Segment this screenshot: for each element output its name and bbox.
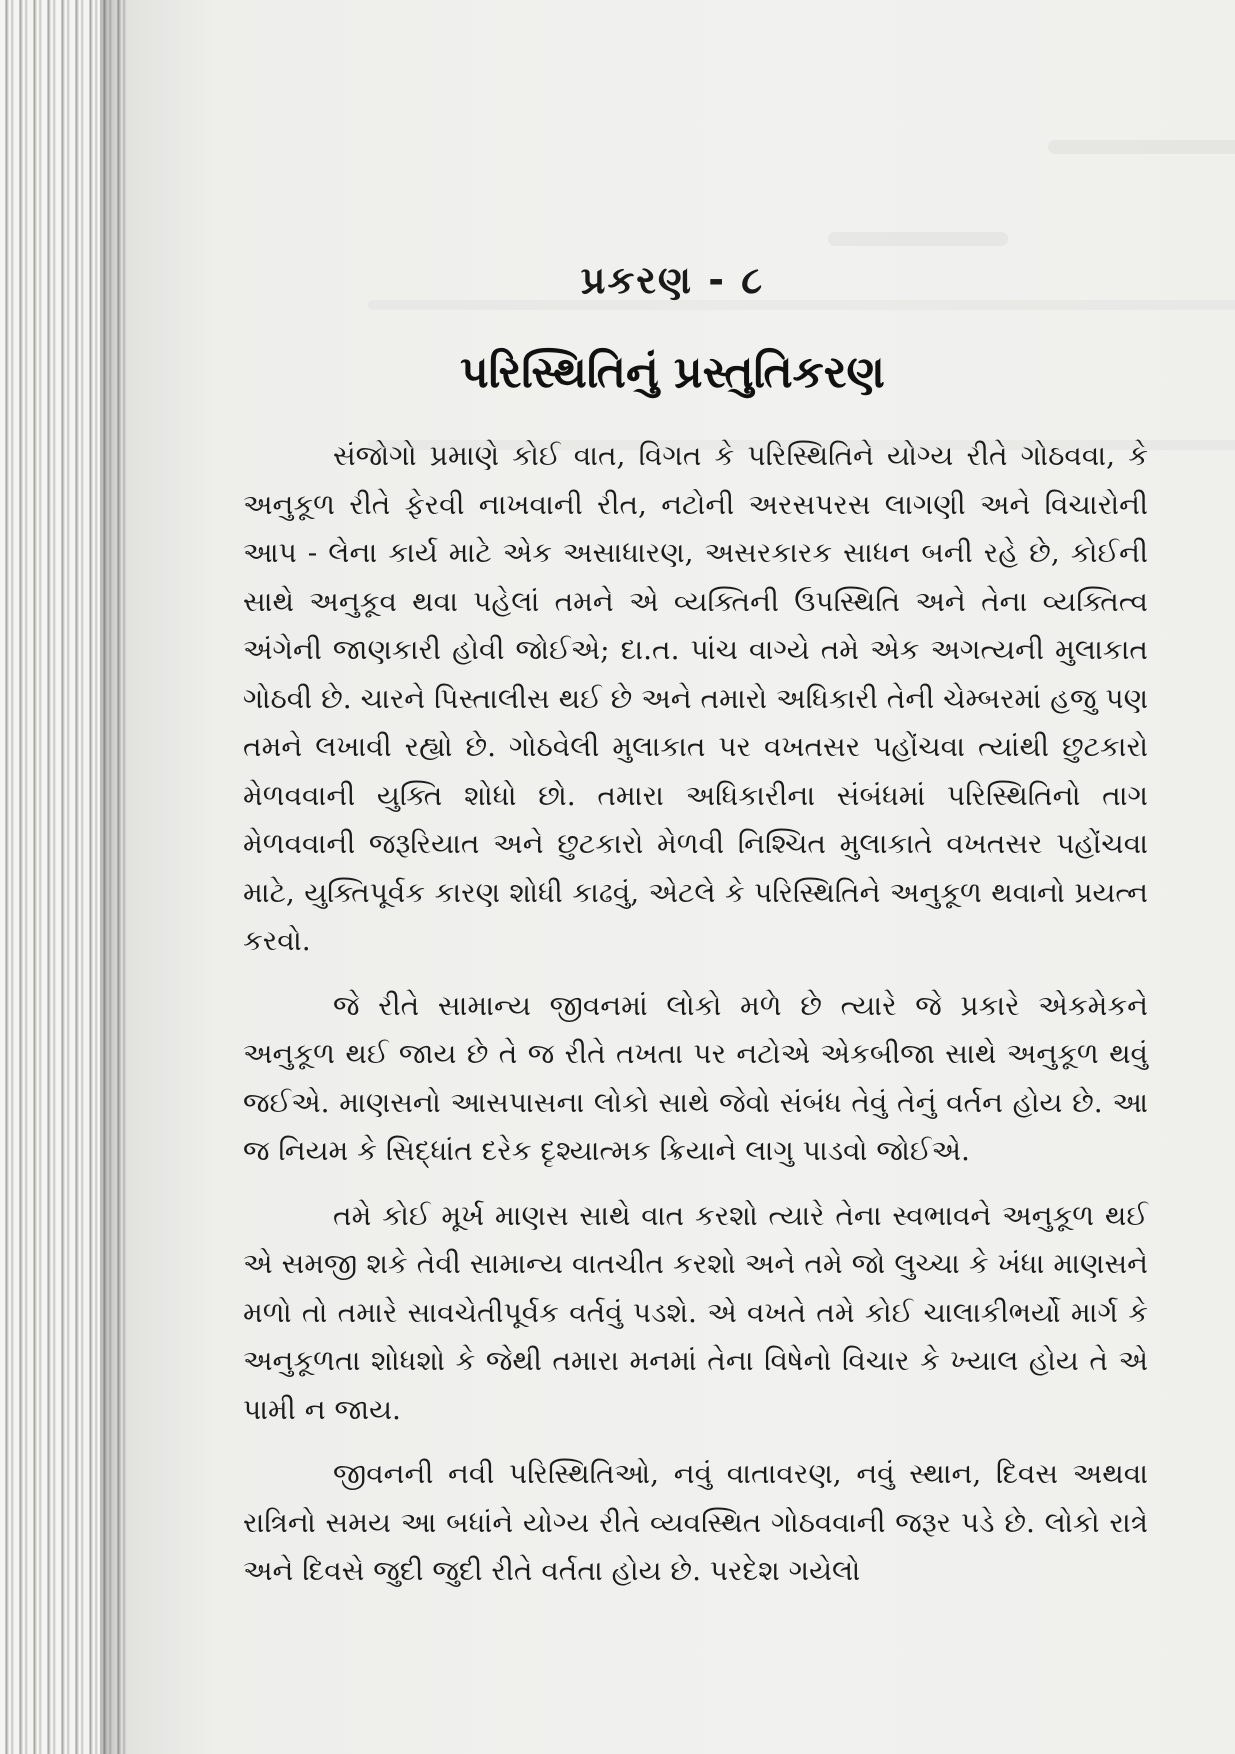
paragraph: સંજોગો પ્રમાણે કોઈ વાત, વિગત કે પરિસ્થિતિને યોગ્ય રીતે ગોઠવવા, કે અનુકૂળ રીતે ફેરવી નાખવાની રીત, નટોની અરસપરસ લાગણી અને વિચારોની આપ - લેના કાર્ય માટે એક અસાધારણ, અસરકારક સાધન બની રહે છે, કોઈની સાથે અનુકૂવ થવા પહેલાં તમને એ વ્યક્તિની ઉપસ્થિતિ અને તેના વ્યક્તિત્વ અંગેની જાણકારી હોવી જોઈએ; દા.ત. પાંચ વાગ્યે તમે એક અગત્યની મુલાકાત ગોઠવી છે. ચારને પિસ્તાલીસ થઈ છે અને તમારો અધિકારી તેની ચેમ્બરમાં હજુ પણ તમને લખાવી રહ્યો છે. ગોઠવેલી મુલાકાત પર વખતસર પહોંચવા ત્યાંથી છુટકારો મેળવવાની યુક્તિ શોધો છો. તમારા અધિકારીના સંબંધમાં પરિસ્થિતિનો તાગ મેળવવાની જરૂરિયાત અને છુટકારો મેળવી નિશ્ચિત મુલાકાતે વખતસર પહોંચવા માટે, યુક્તિપૂર્વક કારણ શોધી કાઢવું, એટલે કે પરિસ્થિતિને અનુકૂળ થવાનો પ્રયત્ન કરવો.: [243, 439, 1148, 957]
chapter-heading: પ્રકરણ - ૮: [580, 258, 765, 302]
paragraph: જે રીતે સામાન્ય જીવનમાં લોકો મળે છે ત્યારે જે પ્રકારે એકમેકને અનુકૂળ થઈ જાય છે તે જ રીતે તખતા પર નટોએ એકબીજા સાથે અનુકૂળ થવું જઈએ. માણસનો આસપાસના લોકો સાથે જેવો સંબંધ તેવું તેનું વર્તન હોય છે. આ જ નિયમ કે સિદ્ધાંત દરેક દૃશ્યાત્મક ક્રિયાને લાગુ પાડવો જોઈએ.: [243, 988, 1148, 1167]
bleed-through: [1048, 140, 1235, 154]
chapter-title: પરિસ્થિતિનું પ્રસ્તુતિકરણ: [460, 347, 885, 398]
paragraph: જીવનની નવી પરિસ્થિતિઓ, નવું વાતાવરણ, નવું સ્થાન, દિવસ અથવા રાત્રિનો સમય આ બધાંને યોગ્ય રીતે વ્યવસ્થિત ગોઠવવાની જરૂર પડે છે. લોકો રાત્રે અને દિવસે જુદી જુદી રીતે વર્તતા હોય છે. પરદેશ ગયેલો: [243, 1457, 1148, 1587]
body-text: [243, 432, 1148, 1612]
paragraph: તમે કોઈ મૂર્ખ માણસ સાથે વાત કરશો ત્યારે તેના સ્વભાવને અનુકૂળ થઈ એ સમજી શકે તેવી સામાન્ય વાતચીત કરશો અને તમે જો લુચ્ચા કે ખંધા માણસને મળો તો તમારે સાવચેતીપૂર્વક વર્તવું પડશે. એ વખતે તમે કોઈ ચાલાકીભર્યો માર્ગ કે અનુકૂળતા શોધશો કે જેથી તમારા મનમાં તેના વિષેનો વિચાર કે ખ્યાલ હોય તે એ પામી ન જાય.: [243, 1198, 1148, 1426]
bleed-through: [828, 232, 1008, 246]
